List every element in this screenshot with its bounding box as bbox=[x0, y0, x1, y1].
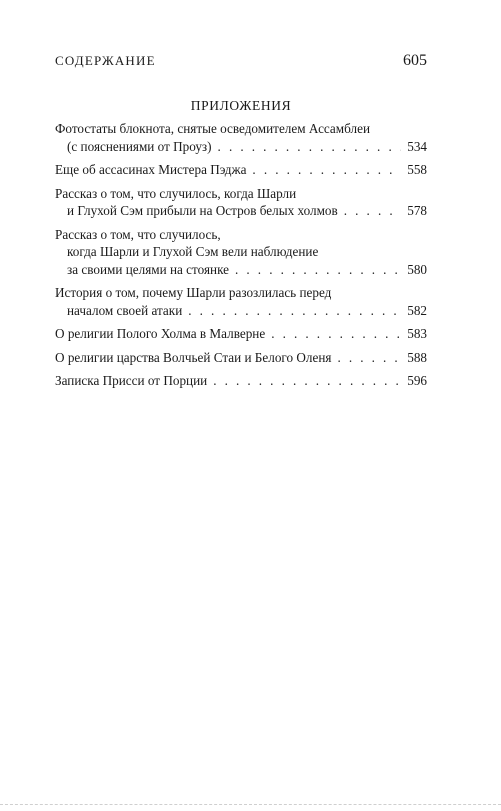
toc-page-number: 558 bbox=[407, 162, 427, 177]
running-head bbox=[55, 52, 427, 74]
dot-leader bbox=[271, 325, 401, 343]
dot-leader bbox=[235, 261, 401, 279]
dot-leader bbox=[252, 161, 401, 179]
toc-entry bbox=[55, 372, 427, 390]
toc-entry-line: (с пояснениями от Проуз) bbox=[67, 138, 212, 154]
toc-page-number: 534 bbox=[407, 138, 427, 154]
toc-entry bbox=[55, 185, 427, 220]
dot-leader bbox=[213, 372, 401, 390]
section-title: ПРИЛОЖЕНИЯ bbox=[190, 98, 292, 113]
bottom-edge-rule bbox=[0, 804, 501, 805]
toc-entry bbox=[55, 325, 427, 343]
toc-page-number: 596 bbox=[407, 373, 427, 388]
dot-leader bbox=[188, 302, 401, 320]
toc-entry bbox=[55, 284, 427, 319]
toc-entry-line: Рассказ о том, что случилось, bbox=[55, 226, 221, 242]
toc-entry-line: Рассказ о том, что случилось, когда Шарли bbox=[55, 185, 297, 201]
toc-entry-line: Записка Присси от Порции bbox=[55, 373, 208, 388]
toc-list bbox=[55, 120, 427, 390]
toc-entry-line: О религии царства Волчьей Стаи и Белого Оленя bbox=[55, 349, 332, 365]
dot-leader bbox=[218, 138, 402, 156]
dot-leader bbox=[344, 202, 401, 220]
toc-page-number: 588 bbox=[407, 349, 427, 365]
toc-page-number: 582 bbox=[407, 302, 427, 318]
running-head-title: СОДЕРЖАНИЕ bbox=[55, 53, 156, 68]
toc-page-number: 578 bbox=[407, 203, 427, 218]
toc-page-number: 583 bbox=[407, 326, 427, 341]
toc-entry bbox=[55, 226, 427, 279]
toc-entry-line: началом своей атаки bbox=[67, 302, 183, 318]
toc-entry bbox=[55, 161, 427, 179]
page-number: 605 bbox=[403, 52, 427, 69]
toc-entry-line: История о том, почему Шарли разозлилась перед bbox=[55, 285, 332, 300]
page bbox=[55, 52, 427, 396]
toc-entry bbox=[55, 120, 427, 155]
toc-entry-line: Еще об ассасинах Мистера Пэджа bbox=[55, 162, 247, 177]
toc-entry bbox=[55, 349, 427, 367]
toc-entry-line: О религии Полого Холма в Малверне bbox=[55, 326, 266, 341]
toc-entry-line: и Глухой Сэм прибыли на Остров белых холмов bbox=[67, 203, 338, 218]
toc-entry-line: когда Шарли и Глухой Сэм вели наблюдение bbox=[67, 244, 319, 259]
toc-page-number: 580 bbox=[407, 261, 427, 277]
dot-leader bbox=[337, 349, 401, 367]
toc-entry-line: за своими целями на стоянке bbox=[67, 261, 230, 277]
toc-entry-line: Фотостаты блокнота, снятые осведомителем Ассамблеи bbox=[55, 121, 371, 136]
